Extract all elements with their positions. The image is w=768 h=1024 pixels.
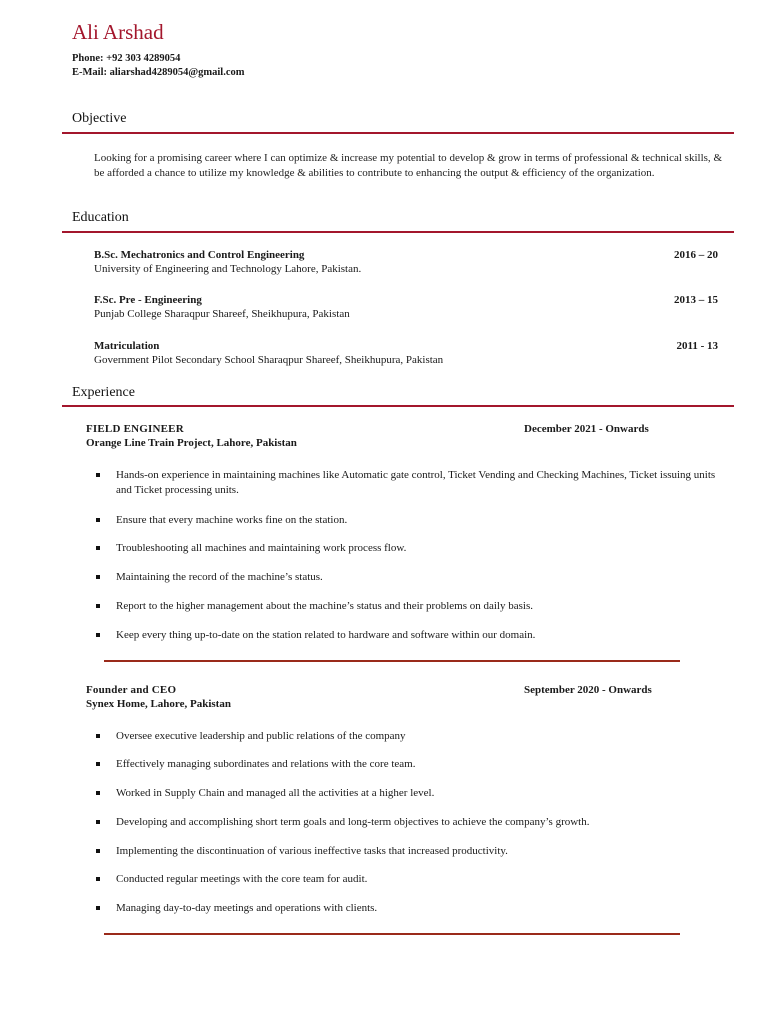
list-item — [94, 513, 724, 528]
list-item — [94, 901, 724, 916]
bullet-text: Hands-on experience in maintaining machines like Automatic gate control, Ticket Vending and Checking Machines, Ticket issuing units and Ticket processing units. — [116, 469, 716, 496]
bullet-text: Maintaining the record of the machine’s status. — [116, 571, 323, 583]
section-title-education: Education — [72, 210, 129, 225]
job-title: Founder and CEO — [86, 684, 177, 696]
job-period: December 2021 - Onwards — [524, 423, 649, 435]
institution-name: Punjab College Sharaqpur Shareef, Sheikhupura, Pakistan — [94, 308, 350, 320]
bullet-icon — [96, 762, 100, 766]
list-item — [94, 541, 724, 556]
job-separator — [104, 660, 680, 662]
institution-name: Government Pilot Secondary School Sharaqpur Shareef, Sheikhupura, Pakistan — [94, 354, 444, 366]
bullet-icon — [96, 473, 100, 477]
education-entry — [94, 340, 718, 366]
section-rule-objective — [62, 132, 734, 134]
bullet-text: Implementing the discontinuation of various ineffective tasks that increased productivity. — [116, 845, 508, 857]
bullet-icon — [96, 906, 100, 910]
list-item — [94, 599, 724, 614]
email-line[interactable]: E-Mail: aliarshad4289054@gmail.com — [72, 67, 245, 78]
bullet-text: Conducted regular meetings with the core team for audit. — [116, 873, 368, 885]
list-item — [94, 872, 724, 887]
bullet-icon — [96, 633, 100, 637]
list-item — [94, 757, 724, 772]
section-title-experience: Experience — [72, 385, 135, 400]
job-header — [86, 684, 686, 710]
education-years: 2016 – 20 — [674, 249, 718, 261]
list-item — [94, 628, 724, 643]
job-organization: Orange Line Train Project, Lahore, Pakistan — [86, 437, 297, 449]
degree-title: F.Sc. Pre - Engineering — [94, 294, 202, 306]
list-item — [94, 468, 724, 498]
phone-line: Phone: +92 303 4289054 — [72, 53, 181, 64]
bullet-text: Report to the higher management about the machine’s status and their problems on daily basis. — [116, 600, 533, 612]
bullet-text: Developing and accomplishing short term goals and long-term objectives to achieve the company’s growth. — [116, 816, 590, 828]
bullet-text: Keep every thing up-to-date on the station related to hardware and software within our domain. — [116, 629, 536, 641]
job-title: FIELD ENGINEER — [86, 423, 184, 435]
bullet-icon — [96, 518, 100, 522]
list-item — [94, 786, 724, 801]
bullet-icon — [96, 546, 100, 550]
bullet-icon — [96, 604, 100, 608]
education-entry — [94, 294, 718, 320]
bullet-text: Managing day-to-day meetings and operations with clients. — [116, 902, 378, 914]
education-years: 2011 - 13 — [676, 340, 718, 352]
bullet-text: Worked in Supply Chain and managed all the activities at a higher level. — [116, 787, 435, 799]
education-years: 2013 – 15 — [674, 294, 718, 306]
bullet-text: Effectively managing subordinates and relations with the core team. — [116, 758, 416, 770]
bullet-icon — [96, 791, 100, 795]
list-item — [94, 844, 724, 859]
bullet-icon — [96, 849, 100, 853]
section-rule-education — [62, 231, 734, 233]
degree-title: B.Sc. Mechatronics and Control Engineering — [94, 249, 305, 261]
objective-text: Looking for a promising career where I can optimize & increase my potential to develop & grow in terms of professional & technical skills, & be afforded a chance to utilize my knowledge & abilities to contribute to enhancing the output & efficiency of the organization. — [94, 152, 722, 179]
degree-title: Matriculation — [94, 340, 160, 352]
section-rule-experience — [62, 405, 734, 407]
job-organization: Synex Home, Lahore, Pakistan — [86, 698, 231, 710]
education-entry — [94, 249, 718, 275]
bullet-icon — [96, 575, 100, 579]
list-item — [94, 815, 724, 830]
institution-name: University of Engineering and Technology Lahore, Pakistan. — [94, 263, 362, 275]
job-separator — [104, 933, 680, 935]
section-title-objective: Objective — [72, 111, 127, 126]
job-header — [86, 423, 686, 449]
resume-name: Ali Arshad — [72, 20, 164, 44]
list-item — [94, 729, 724, 744]
bullet-icon — [96, 877, 100, 881]
bullet-icon — [96, 820, 100, 824]
job-period: September 2020 - Onwards — [524, 684, 652, 696]
bullet-text: Troubleshooting all machines and maintaining work process flow. — [116, 542, 407, 554]
list-item — [94, 570, 724, 585]
bullet-text: Oversee executive leadership and public relations of the company — [116, 730, 406, 742]
bullet-icon — [96, 734, 100, 738]
bullet-text: Ensure that every machine works fine on the station. — [116, 514, 348, 526]
